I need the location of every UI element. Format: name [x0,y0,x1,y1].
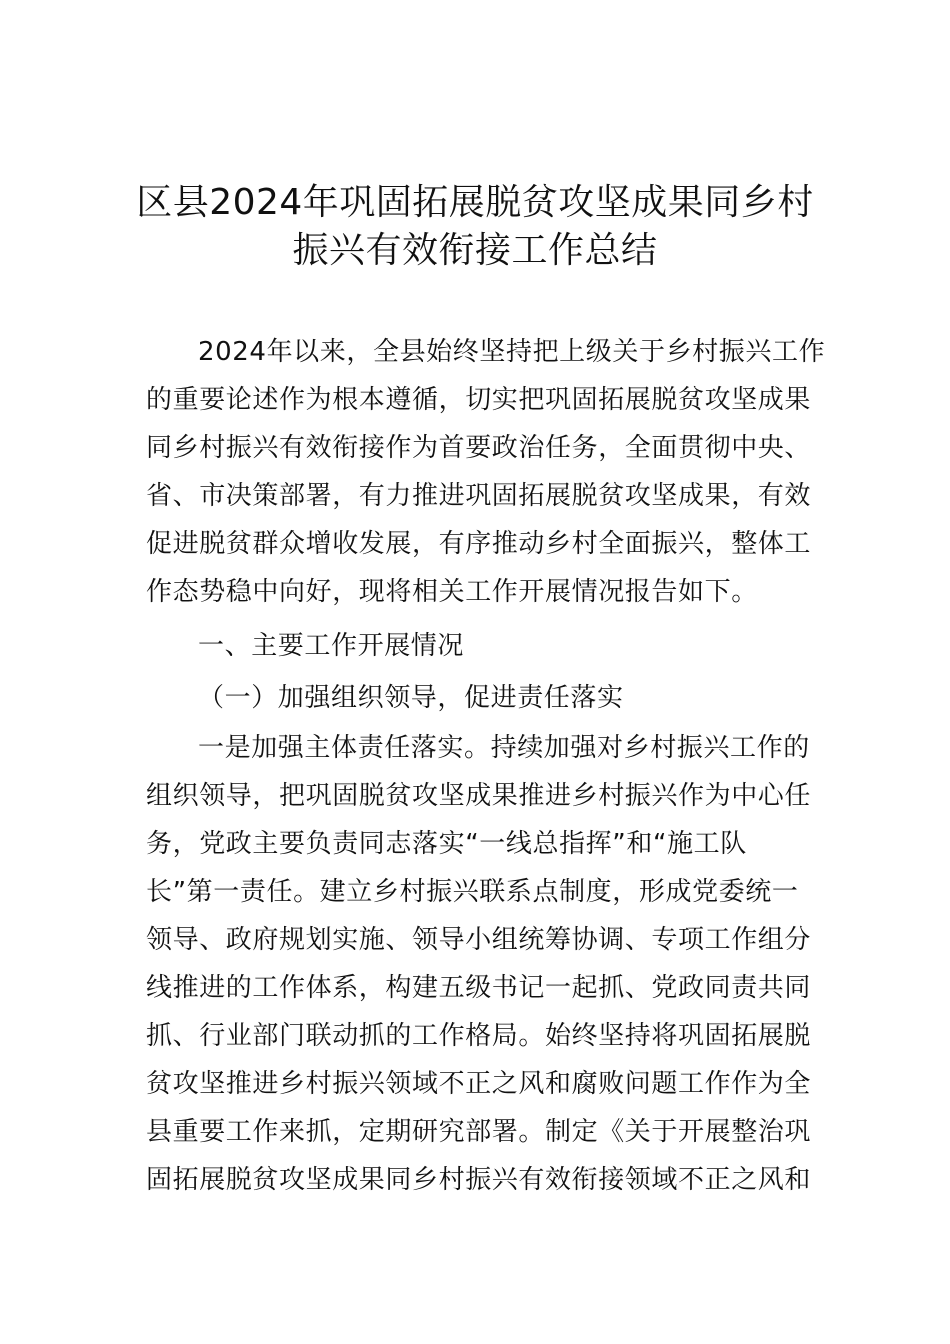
document-title-line-2: 振兴有效衔接工作总结 [292,230,658,271]
paragraph-body-line-3: 务，党政主要负责同志落实“一线总指挥”和“施工队 [146,829,747,859]
paragraph-intro-line-1: 2024年以来，全县始终坚持把上级关于乡村振兴工作 [198,337,826,367]
document-title-line-1: 区县2024年巩固拓展脱贫攻坚成果同乡村 [136,182,814,223]
paragraph-body-line-4: 长”第一责任。建立乡村振兴联系点制度，形成党委统一 [146,877,799,907]
paragraph-body-line-1: 一是加强主体责任落实。持续加强对乡村振兴工作的 [198,733,810,763]
paragraph-body-line-5: 领导、政府规划实施、领导小组统筹协调、专项工作组分 [146,925,812,955]
paragraph-intro-line-3: 同乡村振兴有效衔接作为首要政治任务，全面贯彻中央、 [146,433,812,463]
subsection-heading: （一）加强组织领导，促进责任落实 [198,683,624,713]
paragraph-body-line-8: 贫攻坚推进乡村振兴领域不正之风和腐败问题工作作为全 [146,1069,812,1099]
paragraph-intro-line-4: 省、市决策部署，有力推进巩固拓展脱贫攻坚成果，有效 [146,481,812,511]
paragraph-body-line-7: 抓、行业部门联动抓的工作格局。始终坚持将巩固拓展脱 [146,1021,812,1051]
paragraph-intro-line-5: 促进脱贫群众增收发展，有序推动乡村全面振兴，整体工 [146,529,812,559]
paragraph-intro-line-2: 的重要论述作为根本遵循，切实把巩固拓展脱贫攻坚成果 [146,385,812,415]
section-heading: 一、主要工作开展情况 [198,631,465,661]
paragraph-body-line-10: 固拓展脱贫攻坚成果同乡村振兴有效衔接领域不正之风和 [146,1165,812,1195]
paragraph-body-line-2: 组织领导，把巩固脱贫攻坚成果推进乡村振兴作为中心任 [146,781,812,811]
paragraph-body-line-9: 县重要工作来抓，定期研究部署。制定《关于开展整治巩 [146,1117,812,1147]
paragraph-body-line-6: 线推进的工作体系，构建五级书记一起抓、党政同责共同 [146,973,812,1003]
paragraph-intro-line-6: 作态势稳中向好，现将相关工作开展情况报告如下。 [146,577,758,607]
